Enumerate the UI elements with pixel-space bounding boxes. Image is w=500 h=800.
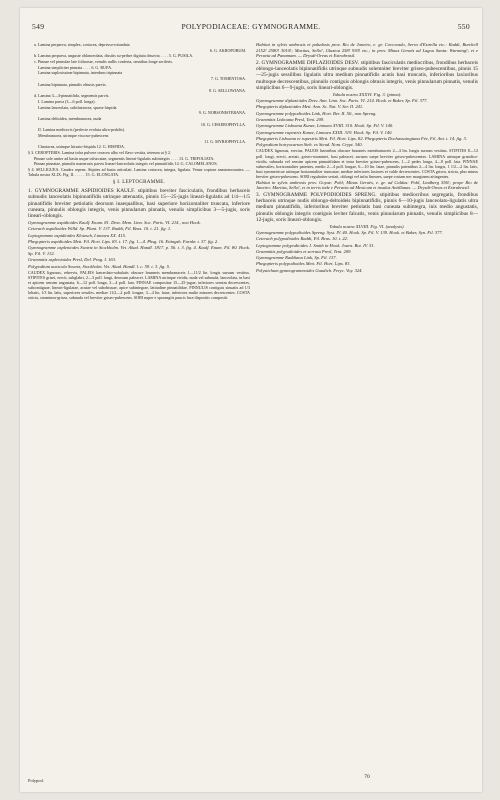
paragraph: Pinnae sole uniter ad basin usque trifurcatae, segmentis lineari-ligulatis subintegris . . . . 13. G. TRIFOLIATA. [34,155,215,161]
paragraph: § 3. CEROPTERIS. Lamina infra pulvere ceraceo albo vel flavo vestita, teterum ut § 2. [28,150,172,156]
right-column [256,42,478,274]
paragraph: Tabula nostra XXXVI. Fig. 3. (pinna). [332,91,402,97]
running-header [32,22,470,34]
paragraph: Gymnogramme aspidioides Kaulf. Enum. 81. Desv. Mem. Linn. Soc. Paris. VI. 214., non Hook. [28,220,201,226]
paragraph: Leptogramme aspidioides Klotzsch, Linnaea XX. 415. [28,232,127,238]
paragraph: § I. LEPTOGRAMME. [112,180,166,186]
page-title: POLYPODIACEAE: GYMNOGRAMME. [181,22,321,31]
paragraph: Polypodium botryocarum Sieb. ex Steud. Nom. Crypt. 340. [256,142,363,148]
paragraph: Ceterach aspidioides Willd. Sp. Plant. V. 137. Raddi, Fil. Bras. 10. t. 21. fig. 1. [28,226,172,232]
paragraph: Grammitis polypodioides et serrata Presl, Tent. 209. [256,248,352,254]
paragraph: Gymnogramme aspleniodes Swartz in Stockholm. Vet. Akad. Handl. 1817. p. 56. t. 3. fig. 4. Kaulf. Enum. Fil. 80. Hook. Sp. Fil. V. 132. [28,245,250,256]
paragraph: Lamina bipinnata, pinnulis obtusis parvis. [38,81,107,87]
page-number: 70 [364,774,370,780]
paragraph: Membranacea, utrinque viscoso-pubescens [38,133,109,138]
paragraph: Gymnogramme polypodioides Link, Hort. Ber. II. 50., non Spreng. [256,110,377,116]
paragraph: Gymnogramme diplazioides Desv. Ann. Linn. Soc. Paris. VI. 214. Hook. et Baker, Sp. Fil. 377. [256,98,428,104]
paragraph: Phegopteris Lisboana et rupestris Mett. Fil. Hort. Lips. 82. Phegopteris Dochassoingiana Fée, Fil. Ant. t. 14. fig. 3. [256,135,467,141]
paragraph: Grammitis Lisboana Presl, Tent. 209. [256,116,325,122]
paragraph: Lamina lanceolata, subchartacea, sparse hispida [38,104,117,110]
paragraph: I. Lamina parva (3—6 poll. longa). [38,98,96,104]
paragraph: Polypodium auxicola Swartz, Stockholm. Vet. Akad. Handl. l. c. 59. t. 3. fig. 5. [28,263,170,269]
paragraph: 9. G. NOBSONISTEBANA. [198,110,246,116]
left-page-number: 549 [32,22,45,31]
paragraph: 3. GYMNOGRAMME POLYPODIOIDES SPRENG. stipitibus mediocribus segregatis, frondibus herbaceis utrinque nudis oblongo-deltoideis bipinnatifidis, pinnis 6—10-jugis lanceolato-ligulatis ultra medium pinnatifidis, inferioribus breviter petiolatis basi cuneata subintegra, inis medio angustatis, pinnulis oblongis integris contiguis leviter falcatis, venis pinnularum pinnatis, venulis simplicibus 8—12-jugis, soris lineari-oblongis. [256,191,478,223]
paragraph: 2. GYMNOGRAMME DIPLAZIOIDES DESV. stipitibus fasciculatis mediocribus, frondibus herbaceis oblongo-lanceolatis bipinnatifidis utrinque subnudis solemniter breviter griseo-pubescentibus, pinnis 15—25-jugis sessilibus ligulatis ultra medium pinnatifidis acutis basi truncatis, inferioribus laxioribus multoque decrescentibus, pinnulis contiguis oblongis obtusis integris, venis pinnularum pinnatis, venulis simplicibus 6—9-jugis, soris lineari-oblongis. [256,59,478,91]
paragraph: d. Lamina 3—4-pinnatifida, segmentis parvis. [34,93,110,99]
paragraph: Gymnogramme rupestris Kunze, Linnaea XXIII. 319. Hook. Sp. Fil. V. 140. [256,129,393,135]
paragraph: Grammitis asplenioides Presl, Del. Prag. I. 163. [28,257,117,263]
paragraph: CAUDEX lignosus, erectus, PALEIS linearibus obscure brunneis membranaceis 2—4 lin. longis sursum vestitus. STIPITES 8—12 poll. longi, erecti, aretati, griseo-straminei, basi paleacei, sursum saepe breviter griseo-pubescentes. LAMINA utrinque grandico-viridis, subnuda vel sensim apicem pinnatifidam et intra breviter griseo-pubescens, 1—2 pedes longa, 4—8 poll. lata. PINNAE subsessiles, horizontaliter patentes, medio 2—4 poll. longae, 6—10 lin. latae, pinnulis patentibus 2—4 lin. longis, 1 1/2—2 lin. latis, basi symmetricae utrinque horizontaliter truncatae, mediae inferiores laxiores et valde decrescentes. COSTA grisea, stricta, plus minus breviter griseo-pubescens. SORI regulariter seriati, oblongi vel infra lineares, saepe costam nec marginem attingentes. [256,148,478,179]
paragraph: Gymnogramme Lisboana Kunze, Linnaea XVIII. 310. Hook. Sp. Fil. V. 140. [256,123,394,129]
left-column [28,42,250,301]
paragraph: 7. G. TOMENTOSA. [210,76,246,82]
paragraph: II. Lamina mediocris (perfecte evoluta ultra-pedalis). [38,127,125,133]
paragraph: Habitat in sylvis umbrosis prov. Goyaz: Pohl; Minas Geraës, e. gr. ad Caldas: Pohl, Lindberg 556!; prope Rio de Janeiro: Martius, Sello!, et in terris inde e Peruvia ad Mexicum et insulas Antillanas. — Drysdi-Oreas et Extrabrasil. [256,179,478,191]
paragraph: 1. GYMNOGRAMME ASPIDIOIDES KAULF. stipitibus breviter fasciculatis, frondibus herbaceis subnudis lanceolatis bipinnatifidis utrinque attenuatis, pinnis 15—25-jugis lineari-ligulatis ad 1/4—1/5 pinnatifidis breviter petiolatis deorsum inaequalibus, basi superiore horizontaliter truncata, inferiore cuneata, pinnulis oblongis integris, venis pinnularum pinnatis, venulis simplicibus 3—5-jugis, soris lineari-oblongis. [28,188,250,220]
paragraph: Ceterach polypodioides Raddi, Fil. Bras. 10. t. 22. [256,236,349,242]
paragraph: Tabula nostra XLVIII. Fig. VI. (analysis). [329,223,405,229]
paragraph: 10. G. CHAEROPHYLLA. [200,121,246,127]
paragraph: Phegopteris diplazioides Mett. Ann. Sc. Nat. V. Ser. II. 241. [256,104,364,110]
paragraph: c. Pinnae vel pinnulae late foliaceae, venulis nullis conferta, omnibus longe soriferis. [34,59,174,65]
paragraph: Habitat in sylvis umbrosis et paludosis prov. Rio de Janeiro, e. gr. Corcovado, Serra d'Estrella etc.: Raddi, Burchell 2152! 2580! 3010!; Martius, Sello!, Glaziou 258! 930! etc.; in prov. Minas Geraés ad Lagoa Santa: Warming!; et e Peruvia ad Panamam. — Drysdi-Oreas et Extrabrasil. [256,42,478,59]
paragraph: § 4. SELLIGUEA. Caudex repens. Stipites ad basin articulati. Lamina coriacea, integra, ligulata. Venae copiose anastomosantes. — Tabula nostra XLIX. Fig. II. . . . . . 15. G. ELONGATA. [28,167,250,178]
paragraph: Phegopteris polypodioides Mett. Fil. Hort. Lips. 83. [256,261,351,267]
paragraph: Gymnogramme polypodioides Spreng. Syst. IV. 40. Hook. Sp. Fil. V. 139. Hook. et Baker, Syn. Fil. 377. [256,229,443,235]
paragraph: Gymnogramme Raddiana Link, Sp. Fil. 137. [256,255,337,261]
paragraph: a. Lamina perparva, simplex, coriacea, depresso-rotundata [34,42,130,47]
paragraph: Polystichum gymnogrammoides Gaudich. Freyc. Voy. 324. [256,267,363,273]
book-page [20,8,482,792]
paragraph: Phegopteris aspidioides Mett. Fil. Hort. Lips. 83. t. 17. fig. 1—4. Phsg. 16. Ettingsh. Farnkr. t. 37. fig. 2. [28,238,219,244]
paragraph: 6. G. AKROPORUM. [209,47,246,53]
footer-signature: Polypod. [28,778,44,783]
right-page-number: 550 [457,22,470,31]
paragraph: Lamina simpliciter pinnata . . . . 6. G. RUFA. [38,64,113,70]
paragraph: Lamina deltoidea, membranacea, nuda [38,115,102,121]
paragraph: CAUDEX lignosus, rebrevis, PALEIS lanceolato-subulatis obscure brunneis membranaceis 1—11/2 lin. longis sursum vestitus. STIPITES grisei, erecti, subglabri, 2—3 poll. longi, deorsum paleacei. LAMINA utrinque viridis, nuda vel subnuda, lanceolata, in basi et apicem sensim angustata, 6—12 poll. longa, 3—4 poll. lata. PINNAE compositae 15—25-jugae, inferiores sensim decrescentes, subcontiguae, lineari-ligulatae, acutae vel subobtusae, apice subintegrae, latitudine pinnatifidae, PINNULIS contiguis sinuatis ad 1/3 lobatis, 1/3 lin. latis, superiores sessiles, mediae 11/2—2 poll. longae, 3—4 lin. latae, inferiores multo minores decrescentes. COSTA stricta, straminea-grisea, subnuda vel breviter griseo-pubescens. SORI nuper e sporangiis paucis laxe dispositis compositi. [28,269,250,301]
paragraph: 11. G. MYRIOPHYLLA. [204,138,246,144]
paragraph: Leptogramme polypodioides J. Smith in Hook. Journ. Bot. IV. 51. [256,242,375,248]
paragraph: b. Lamina perparva, unguste oblanceolata, dissitis su-perbre digitata dissecta . . . . 5. G. PUSILA. [34,53,194,59]
paragraph: Lamina suplosissime bipinnata, interdum tripinnata [38,70,123,76]
paragraph: 8. G. SELLOWIANA. [209,87,246,93]
paragraph: Pinnae pinnatae, pinnulis numerosis parvis lineari-lanceolatis integris vel pinnatifidis 14. G. CALOMELANOS. [34,161,218,167]
paragraph: Chartacea, utrinque hirsuto-hispida 12. G. HISPIDA. [38,144,125,150]
